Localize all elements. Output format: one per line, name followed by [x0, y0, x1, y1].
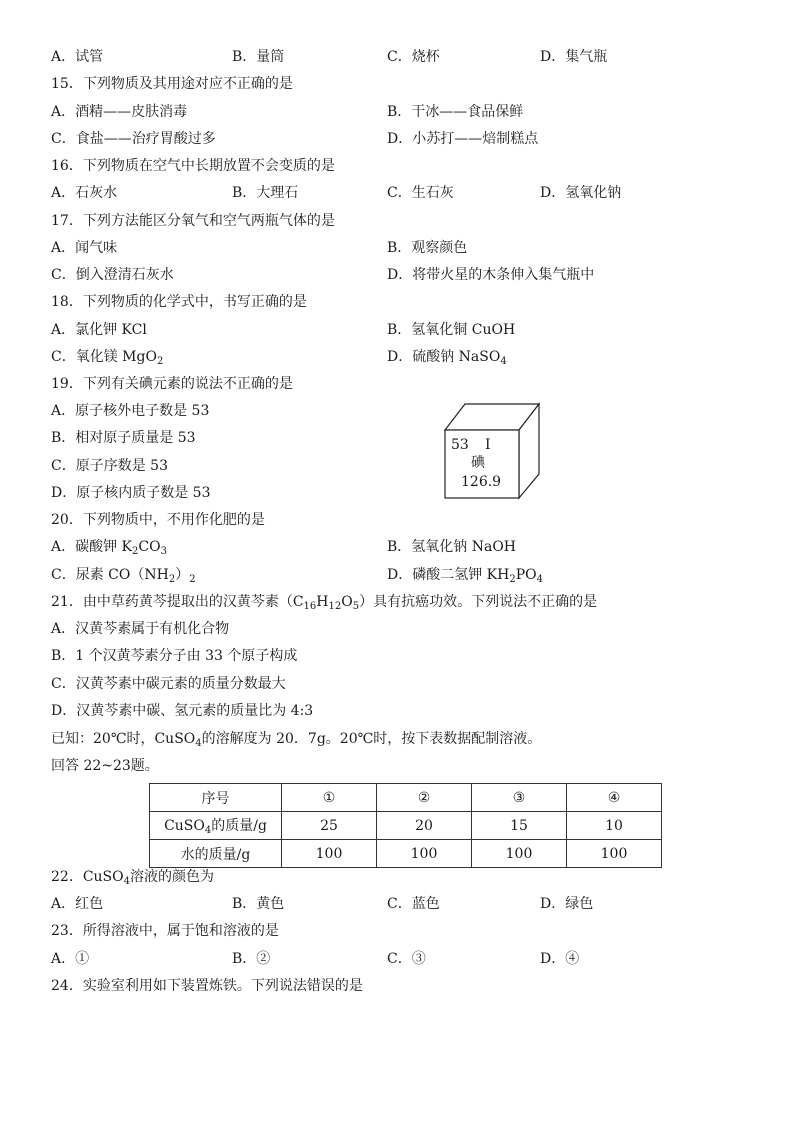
q14-options: [0, 47, 794, 67]
table-cell: 100: [282, 840, 377, 868]
q15-stem: 15．下列物质及其用途对应不正确的是: [51, 76, 293, 92]
table-cell: 20: [377, 812, 472, 840]
q20-option-d: D．磷酸二氢钾 $KH_2PO_4$: [387, 567, 543, 585]
q21-option-a: A．汉黄芩素属于有机化合物: [51, 621, 230, 637]
table-header-row: [150, 784, 662, 812]
solution-data-table: [149, 783, 662, 868]
q17-options-row2: [0, 265, 794, 285]
q18-option-c: C．氧化镁 MgO$_2$: [51, 349, 164, 367]
q14-option-b: B．量筒: [232, 49, 285, 65]
q23-option-a: A．①: [51, 951, 90, 967]
row-label-cuso4-mass: CuSO$_4$的质量/g: [150, 812, 282, 840]
element-symbol: I: [485, 437, 491, 453]
element-atomic-number: 53: [451, 437, 469, 453]
q15-option-a: A．酒精——皮肤消毒: [51, 104, 188, 120]
q16-option-a: A．石灰水: [51, 185, 118, 201]
q20-option-a: A．碳酸钾 $K_2CO_3$: [51, 539, 167, 557]
q18-option-a: A．氯化钾 KCl: [51, 322, 147, 338]
q15-options-row2: [0, 129, 794, 149]
q23-option-c: C．③: [387, 951, 426, 967]
q23-option-d: D．④: [540, 951, 580, 967]
q17-option-a: A．闻气味: [51, 240, 118, 256]
table-row: [150, 812, 662, 840]
q22-option-b: B．黄色: [232, 896, 285, 912]
table-header-label: 序号: [150, 784, 282, 812]
element-atomic-mass: 126.9: [461, 474, 502, 490]
q23-option-b: B．②: [232, 951, 271, 967]
q16-stem: 16．下列物质在空气中长期放置不会变质的是: [51, 158, 335, 174]
q20-options-row2: [0, 565, 794, 585]
q15-option-c: C．食盐——治疗胃酸过多: [51, 131, 216, 147]
q20-stem: 20．下列物质中，不用作化肥的是: [51, 512, 265, 528]
q20-option-c: C．尿素 $CO(NH_2)_2$: [51, 567, 196, 585]
q18-options-row1: [0, 320, 794, 340]
q19-option-c: C．原子序数是 53: [51, 458, 168, 474]
q17-option-b: B．观察颜色: [387, 240, 468, 256]
table-col-1: ①: [282, 784, 377, 812]
q19-option-d: D．原子核内质子数是 53: [51, 485, 211, 501]
q16-option-d: D．氢氧化钠: [540, 185, 622, 201]
q15-options-row1: [0, 102, 794, 122]
q21-option-b: B．1 个汉黄芩素分子由 33 个原子构成: [51, 648, 298, 664]
q21-option-c: C．汉黄芩素中碳元素的质量分数最大: [51, 676, 286, 692]
q15-option-d: D．小苏打——焙制糕点: [387, 131, 539, 147]
q19-stem: 19．下列有关碘元素的说法不正确的是: [51, 376, 293, 392]
table-cell: 25: [282, 812, 377, 840]
table-cell: 15: [472, 812, 567, 840]
row-label-water-mass: 水的质量/g: [150, 840, 282, 868]
q18-options-row2: [0, 347, 794, 367]
q18-stem: 18．下列物质的化学式中，书写正确的是: [51, 294, 307, 310]
q19-option-a: A．原子核外电子数是 53: [51, 403, 210, 419]
q22-option-c: C．蓝色: [387, 896, 440, 912]
q16-option-c: C．生石灰: [387, 185, 454, 201]
q22-stem: 22．CuSO$_4$溶液的颜色为: [51, 869, 214, 887]
info-answer-range: 回答 22~23题。: [51, 758, 159, 774]
q17-options-row1: [0, 238, 794, 258]
q18-option-d: D．硫酸钠 NaSO$_4$: [387, 349, 507, 367]
q19-option-b: B．相对原子质量是 53: [51, 430, 196, 446]
table-cell: 10: [567, 812, 662, 840]
q21-option-d: D．汉黄芩素中碳、氢元素的质量比为 4:3: [51, 703, 314, 719]
q22-option-d: D．绿色: [540, 896, 594, 912]
q23-stem: 23．所得溶液中，属于饱和溶液的是: [51, 923, 279, 939]
iodine-element-cube: [443, 402, 541, 500]
table-col-3: ③: [472, 784, 567, 812]
element-name: 碘: [471, 455, 485, 471]
q18-option-b: B．氢氧化铜 CuOH: [387, 322, 516, 338]
q20-option-b: B．氢氧化钠 NaOH: [387, 539, 517, 555]
q24-stem: 24．实验室利用如下装置炼铁。下列说法错误的是: [51, 978, 363, 994]
table-col-2: ②: [377, 784, 472, 812]
q17-option-c: C．倒入澄清石灰水: [51, 267, 174, 283]
table-cell: 100: [567, 840, 662, 868]
q15-option-b: B．干冰——食品保鲜: [387, 104, 524, 120]
q16-options: [0, 183, 794, 203]
table-cell: 100: [472, 840, 567, 868]
table-col-4: ④: [567, 784, 662, 812]
q14-option-c: C．烧杯: [387, 49, 440, 65]
table-cell: 100: [377, 840, 472, 868]
q22-option-a: A．红色: [51, 896, 104, 912]
q22-options: [0, 894, 794, 914]
q17-option-d: D．将带火星的木条伸入集气瓶中: [387, 267, 595, 283]
q17-stem: 17．下列方法能区分氧气和空气两瓶气体的是: [51, 213, 335, 229]
q16-option-b: B．大理石: [232, 185, 299, 201]
q14-option-a: A．试管: [51, 49, 104, 65]
q20-options-row1: [0, 537, 794, 557]
table-row: [150, 840, 662, 868]
q23-options: [0, 949, 794, 969]
info-known: 已知：20℃时，CuSO$_4$的溶解度为 20．7g。20℃时，按下表数据配制溶液。: [51, 731, 542, 749]
q21-stem: 21．由中草药黄芩提取出的汉黄芩素$(C_{16}H_{12}O_5)$具有抗癌功效。下列说法不正确的是: [51, 594, 598, 612]
q14-option-d: D．集气瓶: [540, 49, 608, 65]
